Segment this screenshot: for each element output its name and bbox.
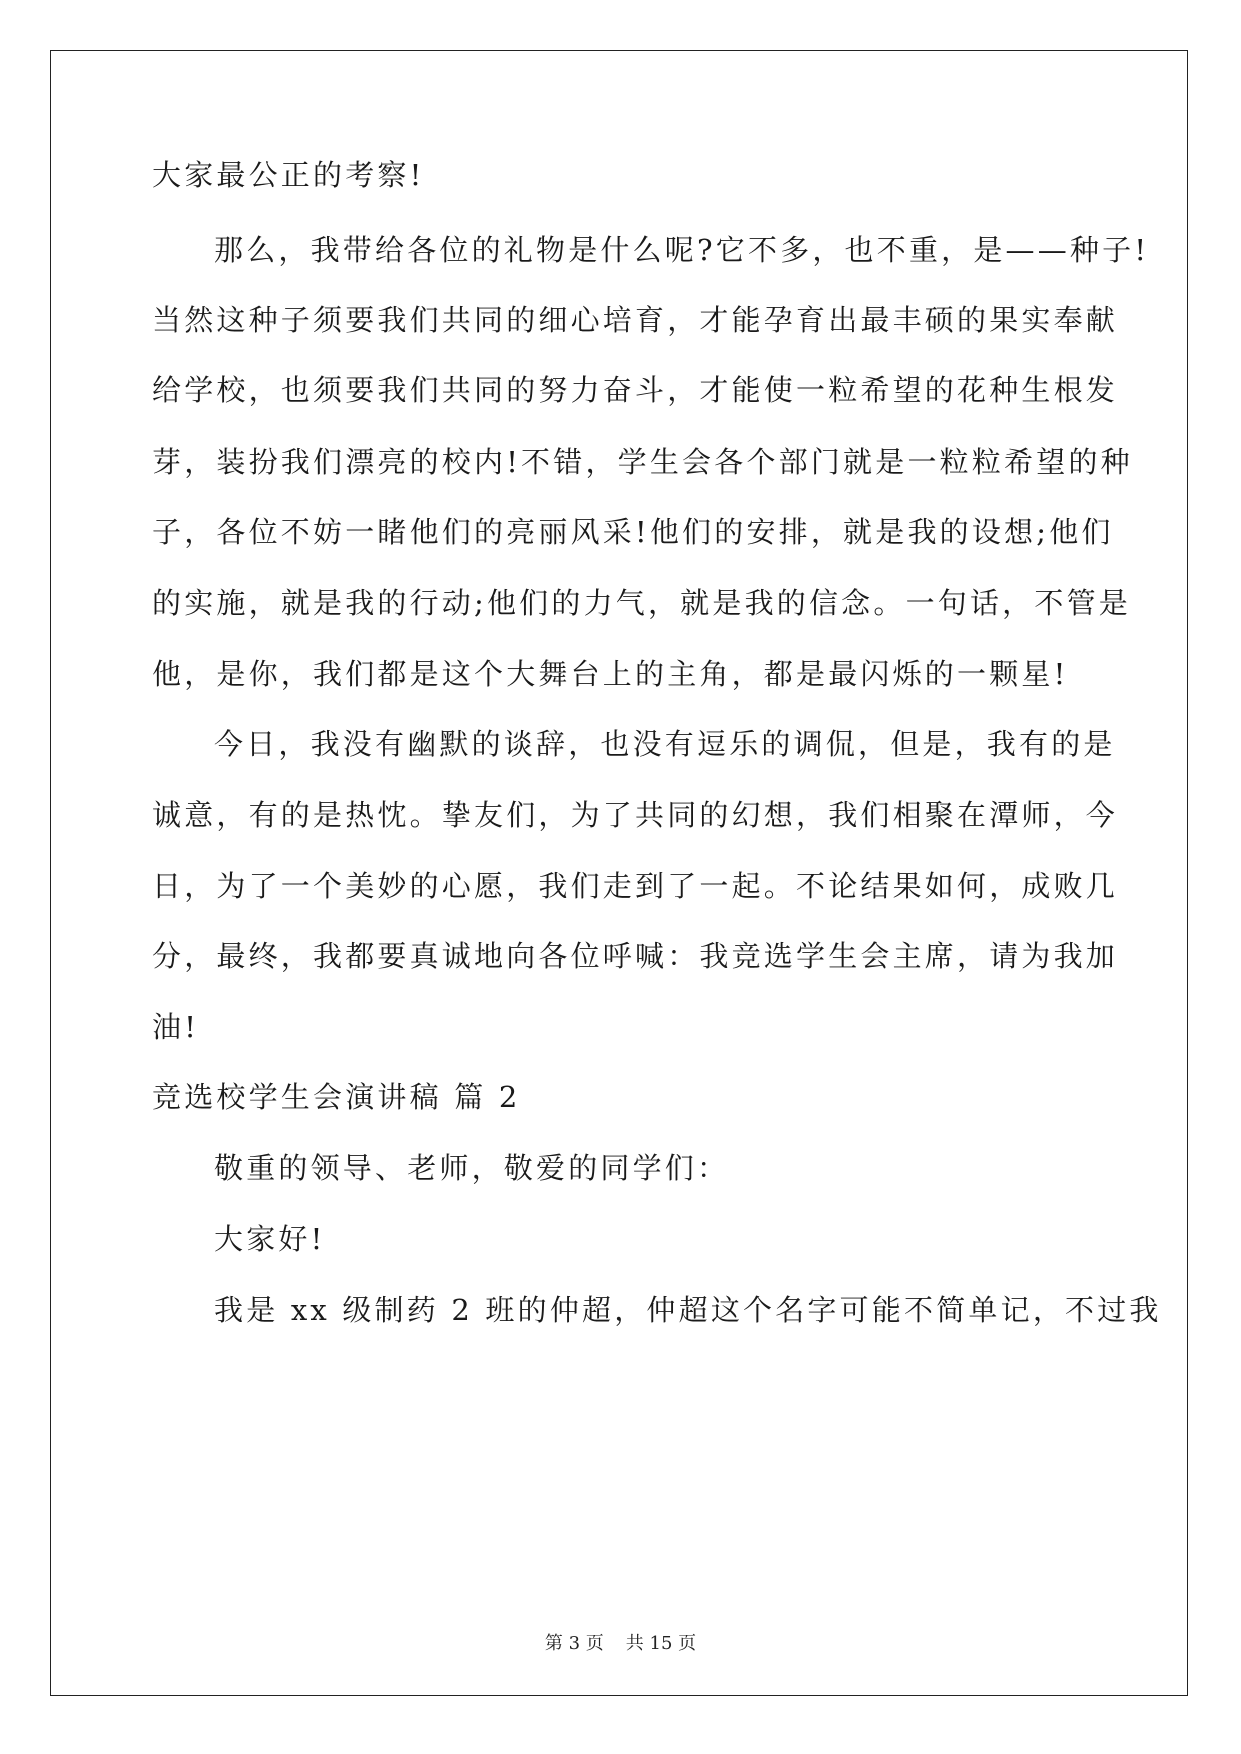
text-line: 子，各位不妨一睹他们的亮丽风采!他们的安排，就是我的设想;他们	[152, 515, 1114, 549]
text-line: 的实施，就是我的行动;他们的力气，就是我的信念。一句话，不管是	[152, 586, 1131, 620]
greeting: 大家好!	[214, 1222, 326, 1256]
text-line: 他，是你，我们都是这个大舞台上的主角，都是最闪烁的一颗星!	[152, 657, 1069, 691]
section-heading: 竞选校学生会演讲稿 篇 2	[152, 1080, 521, 1114]
page-footer	[0, 1632, 1241, 1656]
page-total: 共 15 页	[625, 1633, 697, 1654]
text-line: 当然这种子须要我们共同的细心培育，才能孕育出最丰硕的果实奉献	[152, 303, 1119, 337]
text-line: 日，为了一个美妙的心愿，我们走到了一起。不论结果如何，成败几	[152, 869, 1119, 903]
text-line: 给学校，也须要我们共同的努力奋斗，才能使一粒希望的花种生根发	[152, 373, 1119, 407]
paragraph-start: 今日，我没有幽默的谈辞，也没有逗乐的调侃，但是，我有的是	[214, 727, 1116, 761]
paragraph-start: 我是 xx 级制药 2 班的仲超，仲超这个名字可能不简单记，不过我	[214, 1293, 1162, 1327]
page-number: 第 3 页	[544, 1633, 604, 1654]
text-line: 芽，装扮我们漂亮的校内!不错，学生会各个部门就是一粒粒希望的种	[152, 445, 1133, 479]
text-line: 油!	[152, 1010, 200, 1044]
paragraph-start: 那么，我带给各位的礼物是什么呢?它不多，也不重，是——种子!	[214, 233, 1150, 267]
salutation: 敬重的领导、老师，敬爱的同学们：	[214, 1151, 730, 1185]
text-line: 大家最公正的考察!	[152, 158, 425, 192]
text-line: 分，最终，我都要真诚地向各位呼喊：我竞选学生会主席，请为我加	[152, 939, 1119, 973]
text-line: 诚意，有的是热忱。挚友们，为了共同的幻想，我们相聚在潭师，今	[152, 798, 1119, 832]
